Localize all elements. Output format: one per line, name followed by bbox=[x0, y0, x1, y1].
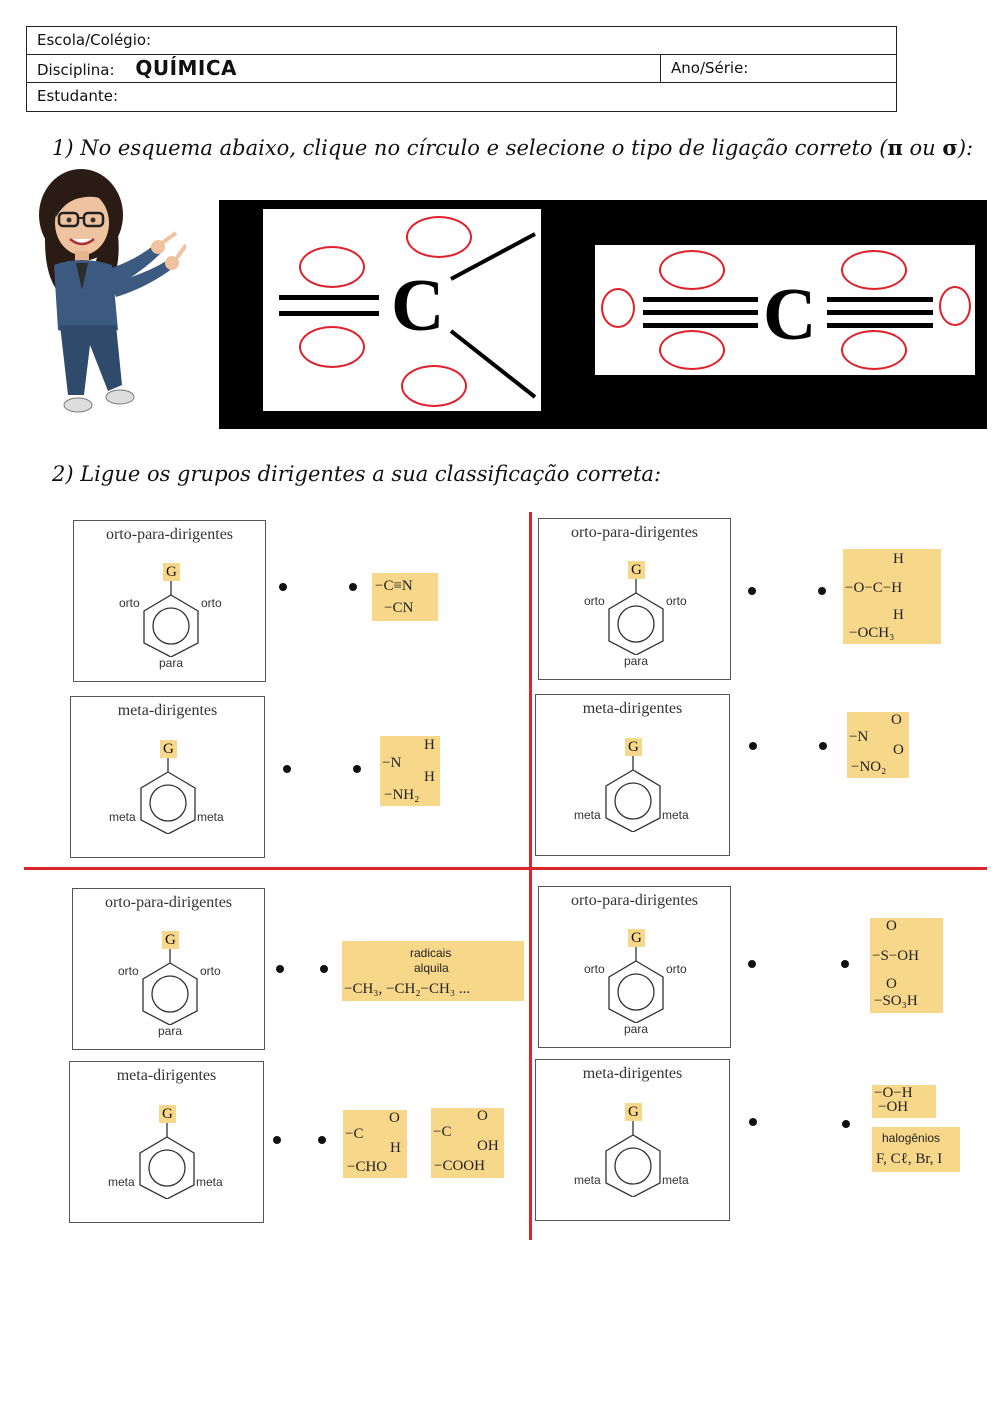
bond-circle-8[interactable] bbox=[841, 250, 907, 290]
box-title: meta-dirigentes bbox=[117, 702, 218, 719]
meta-right-label: meta bbox=[197, 810, 224, 824]
meta-left-label: meta bbox=[574, 1173, 601, 1187]
bond-circle-4[interactable] bbox=[401, 365, 467, 407]
group-halogen: halogênios F, Cℓ, Br, I bbox=[872, 1127, 960, 1172]
teacher-avatar bbox=[26, 165, 186, 427]
group-so3h: O −S−OH O −SO₃H bbox=[870, 918, 943, 1013]
triple-bond-right-1 bbox=[827, 297, 933, 302]
subject-name: QUÍMICA bbox=[135, 56, 238, 80]
g-label: G bbox=[162, 931, 179, 949]
triple-bond-left-2 bbox=[643, 310, 758, 315]
benzene-ring bbox=[132, 1123, 202, 1199]
connect-dot-oh-halogen[interactable] bbox=[842, 1120, 850, 1128]
box-title: meta-dirigentes bbox=[116, 1067, 217, 1084]
box-title: orto-para-dirigentes bbox=[570, 524, 699, 541]
connect-dot-op-1[interactable] bbox=[279, 583, 287, 591]
meta-box-1 bbox=[70, 696, 265, 858]
school-label: Escola/Colégio: bbox=[37, 31, 152, 49]
group-cho: O −C H −CHO bbox=[343, 1110, 407, 1178]
benzene-ring bbox=[598, 1121, 668, 1197]
triple-bond-left-3 bbox=[643, 323, 758, 328]
meta-left-label: meta bbox=[108, 1175, 135, 1189]
connect-dot-op-4[interactable] bbox=[748, 960, 756, 968]
group-no2: O −N O −NO₂ bbox=[847, 712, 909, 778]
orto-left-label: orto bbox=[118, 964, 139, 978]
connect-dot-cn[interactable] bbox=[349, 583, 357, 591]
benzene-ring bbox=[136, 581, 206, 657]
orto-left-label: orto bbox=[584, 594, 605, 608]
op-box-2 bbox=[538, 518, 731, 680]
connect-dot-op-5[interactable] bbox=[749, 1118, 757, 1126]
g-label: G bbox=[628, 929, 645, 947]
group-alkyl: radicais alquila −CH₃, −CH₂−CH₃ ... bbox=[342, 941, 524, 1001]
op-box-3 bbox=[72, 888, 265, 1050]
triple-bond-left-1 bbox=[643, 297, 758, 302]
meta-right-label: meta bbox=[662, 1173, 689, 1187]
carbon-atom-right: C bbox=[763, 274, 817, 356]
group-nh2: H −N H −NH₂ bbox=[380, 736, 440, 806]
bond-diagram-panel bbox=[219, 200, 987, 429]
connect-dot-meta-1[interactable] bbox=[283, 765, 291, 773]
horizontal-divider bbox=[24, 867, 987, 870]
bond-circle-10[interactable] bbox=[939, 286, 971, 326]
triple-bond-right-2 bbox=[827, 310, 933, 315]
op-box-4 bbox=[538, 886, 731, 1048]
school-row[interactable] bbox=[27, 27, 896, 55]
benzene-ring bbox=[133, 758, 203, 834]
meta-right-label: meta bbox=[662, 808, 689, 822]
vertical-divider bbox=[529, 512, 532, 1240]
connect-dot-cho-cooh[interactable] bbox=[318, 1136, 326, 1144]
meta-left-label: meta bbox=[109, 810, 136, 824]
orto-left-label: orto bbox=[584, 962, 605, 976]
carbon-atom-left: C bbox=[391, 265, 445, 347]
benzene-ring bbox=[135, 949, 205, 1025]
bond-circle-2[interactable] bbox=[299, 326, 365, 368]
box-title: meta-dirigentes bbox=[582, 1065, 683, 1082]
benzene-ring bbox=[601, 579, 671, 655]
year-label: Ano/Série: bbox=[671, 59, 749, 77]
pi-symbol: π bbox=[887, 135, 903, 160]
bond-circle-7[interactable] bbox=[659, 330, 725, 370]
g-label: G bbox=[628, 561, 645, 579]
discipline-label: Disciplina: bbox=[37, 61, 115, 79]
box-title: orto-para-dirigentes bbox=[105, 526, 234, 543]
bond-circle-5[interactable] bbox=[601, 288, 635, 328]
question-1-text: 1) No esquema abaixo, clique no círculo e selecione o tipo de ligação correto (π ou σ): bbox=[52, 135, 974, 160]
g-label: G bbox=[159, 1105, 176, 1123]
left-carbon-panel bbox=[263, 209, 541, 411]
orto-left-label: orto bbox=[119, 596, 140, 610]
student-label: Estudante: bbox=[37, 87, 119, 105]
student-row[interactable] bbox=[27, 83, 896, 111]
para-label: para bbox=[159, 656, 184, 670]
group-och3: H −O−C−H H −OCH₃ bbox=[843, 549, 941, 644]
bond-circle-6[interactable] bbox=[659, 250, 725, 290]
meta-left-label: meta bbox=[574, 808, 601, 822]
question-2-text: 2) Ligue os grupos dirigentes a sua classificação correta: bbox=[52, 462, 662, 486]
connect-dot-och3[interactable] bbox=[818, 587, 826, 595]
connect-dot-so3h[interactable] bbox=[841, 960, 849, 968]
box-title: orto-para-dirigentes bbox=[104, 894, 233, 911]
connect-dot-meta-2[interactable] bbox=[749, 742, 757, 750]
orto-right-label: orto bbox=[200, 964, 221, 978]
g-label: G bbox=[625, 1103, 642, 1121]
g-label: G bbox=[160, 740, 177, 758]
meta-box-3 bbox=[69, 1061, 264, 1223]
connect-dot-alkyl[interactable] bbox=[320, 965, 328, 973]
op-box-1 bbox=[73, 520, 266, 682]
benzene-ring bbox=[598, 756, 668, 832]
triple-bond-right-3 bbox=[827, 323, 933, 328]
group-cooh: O −C OH −COOH bbox=[431, 1108, 504, 1178]
year-cell[interactable] bbox=[660, 55, 748, 82]
meta-right-label: meta bbox=[196, 1175, 223, 1189]
orto-right-label: orto bbox=[666, 962, 687, 976]
right-carbon-panel bbox=[595, 245, 975, 375]
benzene-ring bbox=[601, 947, 671, 1023]
g-label: G bbox=[625, 738, 642, 756]
connect-dot-op-3[interactable] bbox=[276, 965, 284, 973]
meta-box-4 bbox=[535, 1059, 730, 1221]
group-cn: −C≡N −CN bbox=[372, 573, 438, 621]
connect-dot-op-2[interactable] bbox=[748, 587, 756, 595]
bond-circle-9[interactable] bbox=[841, 330, 907, 370]
student-header-table bbox=[26, 26, 897, 112]
para-label: para bbox=[624, 654, 649, 668]
sigma-symbol: σ bbox=[942, 135, 958, 160]
meta-box-2 bbox=[535, 694, 730, 856]
bond-circle-3[interactable] bbox=[406, 216, 472, 258]
discipline-row bbox=[27, 55, 896, 83]
bond-circle-1[interactable] bbox=[299, 246, 365, 288]
orto-right-label: orto bbox=[666, 594, 687, 608]
para-label: para bbox=[624, 1022, 649, 1036]
connect-dot-nh2[interactable] bbox=[353, 765, 361, 773]
para-label: para bbox=[158, 1024, 183, 1038]
group-oh: −O−H −OH bbox=[872, 1085, 936, 1118]
orto-right-label: orto bbox=[201, 596, 222, 610]
box-title: meta-dirigentes bbox=[582, 700, 683, 717]
connect-dot-no2[interactable] bbox=[819, 742, 827, 750]
g-label: G bbox=[163, 563, 180, 581]
box-title: orto-para-dirigentes bbox=[570, 892, 699, 909]
connect-dot-meta-3[interactable] bbox=[273, 1136, 281, 1144]
